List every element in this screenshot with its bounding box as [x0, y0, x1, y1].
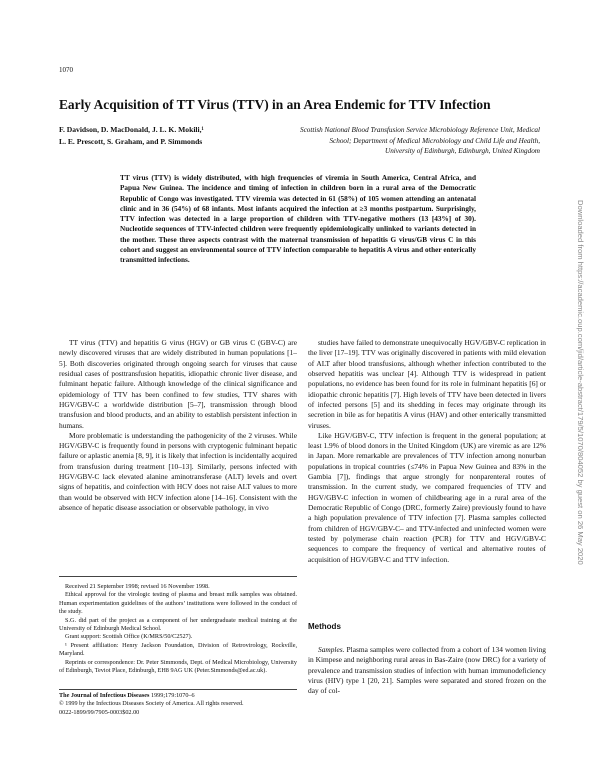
article-title: Early Acquisition of TT Virus (TTV) in an Area Endemic for TTV Infection: [59, 97, 491, 112]
journal-name: The Journal of Infectious Diseases: [59, 692, 150, 699]
download-watermark: Downloaded from https://academic.oup.com/jid/article-abstract/179/5/1070/804052 by guest on 26 May 2020: [576, 200, 585, 565]
footnote: ¹ Present affiliation: Henry Jackson Foundation, Division of Retrovirology, Rockville, Maryland.: [59, 641, 297, 658]
journal-divider: [59, 689, 297, 690]
body-column-left: [59, 338, 297, 513]
authors-line-1: F. Davidson, D. MacDonald, J. L. K. Mokili,¹: [59, 125, 204, 134]
body-paragraph: Like HGV/GBV-C, TTV infection is frequent in the general population; at least 1.9% of blood donors in the United Kingdom (UK) are viremic as are 12% in Japan. More remarkable are prevalences of TTV infection among nonurban populations in tropical countries (≤74% in Papua New Guinea and 83% in the Gambia [7]), findings that argue strongly for nonparenteral routes of transmission. In the current study, we compared frequencies of TTV and HGV/GBV-C infection in women of childbearing age in a rural area of the Democratic Republic of Congo (DRC, formerly Zaire) previously found to have a high population prevalence of TTV infection [7]. Plasma samples collected from children of HGV/GBV-C– and TTV-infected and uninfected women were tested by polymerase chain reaction (PCR) for TTV and HGV/GBV-C sequences to compare the frequency of vertical and alternative routes of acquisition of HGV/GBV-C and TTV infection.: [308, 430, 546, 564]
body-column-right: [308, 338, 546, 565]
methods-heading: Methods: [308, 622, 341, 631]
body-paragraph: TT virus (TTV) and hepatitis G virus (HGV) or GB virus C (GBV-C) are newly discovered viruses that are widely distributed in human populations [1–5]. Both discoveries originated through ongoing search for viruses that cause residual cases of posttransfusion hepatitis, idiopathic chronic liver disease, and fulminant hepatic failure. Although knowledge of the clinical significance and epidemiology of TTV has been confined to few studies, TTV shares with HGV/GBV-C a worldwide distribution [5–7], transmission through blood transfusion and blood products, and an ability to establish persistent infection in humans.: [59, 338, 297, 430]
journal-citation-line: [59, 692, 297, 700]
footnote: Reprints or correspondence: Dr. Peter Simmonds, Dept. of Medical Microbiology, University of Edinburgh, Teviot Place, Edinburgh, EH8 9AG UK (Peter.Simmonds@ed.ac.uk).: [59, 658, 297, 675]
methods-paragraph: [308, 645, 546, 697]
author-list: [59, 124, 279, 148]
methods-text: Plasma samples were collected from a cohort of 134 women living in Kimpese and neighboring rural areas in Bas-Zaire (now DRC) for a variety of prevalence and transmission studies of infection with human immunodeficiency virus (HIV) type 1 [20, 21]. Samples were separated and stored frozen on the day of col-: [308, 645, 546, 696]
journal-citation: 1999;179:1070–6: [150, 692, 195, 699]
journal-info: [59, 692, 297, 717]
authors-line-2: L. E. Prescott, S. Graham, and P. Simmonds: [59, 137, 203, 146]
journal-issn: 0022-1899/99/7905-0003$02.00: [59, 708, 140, 716]
footnote: Grant support: Scottish Office (K/MRS/50/C2527).: [65, 633, 193, 641]
body-paragraph: More problematic is understanding the pathogenicity of the 2 viruses. While HGV/GBV-C is frequently found in persons with cryptogenic fulminant hepatic failure or aplastic anemia [8, 9], it is likely that infection is incidentally acquired from transfusion during treatment [10–13]. Similarly, persons infected with HGV/GBV-C lack elevated alanine aminotransferase (ALT) levels and overt signs of hepatitis, and coinfection with HCV does not raise ALT values to more than would be observed with HCV infection alone [14–16]. Consistent with the absence of hepatic disease association or observable pathology, in vivo: [59, 430, 297, 512]
footnote: Received 21 September 1998; revised 16 November 1998.: [65, 583, 210, 590]
footnotes: [59, 583, 297, 675]
abstract: TT virus (TTV) is widely distributed, with high frequencies of viremia in South America, Central Africa, and Papua New Guinea. The incidence and timing of infection in children born in a rural area of the Democratic Republic of Congo was investigated. TTV viremia was detected in 61 (58%) of 105 women attending an antenatal clinic and in 36 (54%) of 68 infants. Most infants acquired the infection at ≥3 months postpartum. Surprisingly, TTV infection was detected in a large proportion of children with TTV-negative mothers (13 [43%] of 30). Nucleotide sequences of TTV-infected children were frequently epidemiologically unlinked to variants detected in the mother. These three aspects contrast with the maternal transmission of hepatitis G virus/GB virus C in this cohort and suggest an environmental source of TTV infection comparable to hepatitis A virus and other enterically transmitted infections.: [120, 174, 476, 264]
affiliation: Scottish National Blood Transfusion Service Microbiology Reference Unit, Medical School; Department of Medical Microbiology and Child Life and Health, University of Edinburgh, Edinburgh, United Kingdom: [300, 126, 541, 155]
page-number: 1070: [59, 66, 73, 74]
footnote: S.G. did part of the project as a component of her undergraduate medical training at the University of Edinburgh Medical School.: [59, 616, 297, 633]
body-paragraph: studies have failed to demonstrate unequivocally HGV/GBV-C replication in the liver [17–19]. TTV was originally discovered in patients with mild elevation of ALT after blood transfusions, although whether infection contributed to the observed hepatitis was unclear [4]. Although TTV is widespread in patient populations, no evidence has been found for its role in fulminant hepatitis [6] or idiopathic chronic hepatitis [7]. High levels of TTV have been detected in livers of infected persons [5] and its shedding in feces may originate through its secretion in bile as for hepatitis A virus (HAV) and other enterically transmitted viruses.: [308, 338, 546, 430]
footnote-divider: [59, 576, 297, 577]
journal-copyright: © 1999 by the Infectious Diseases Society of America. All rights reserved.: [59, 700, 244, 708]
footnote: Ethical approval for the virologic testing of plasma and breast milk samples was obtained. Human experimentation guidelines of the authors’ institutions were followed in the conduct of the study.: [59, 591, 297, 616]
methods-run-in: Samples.: [318, 645, 345, 654]
